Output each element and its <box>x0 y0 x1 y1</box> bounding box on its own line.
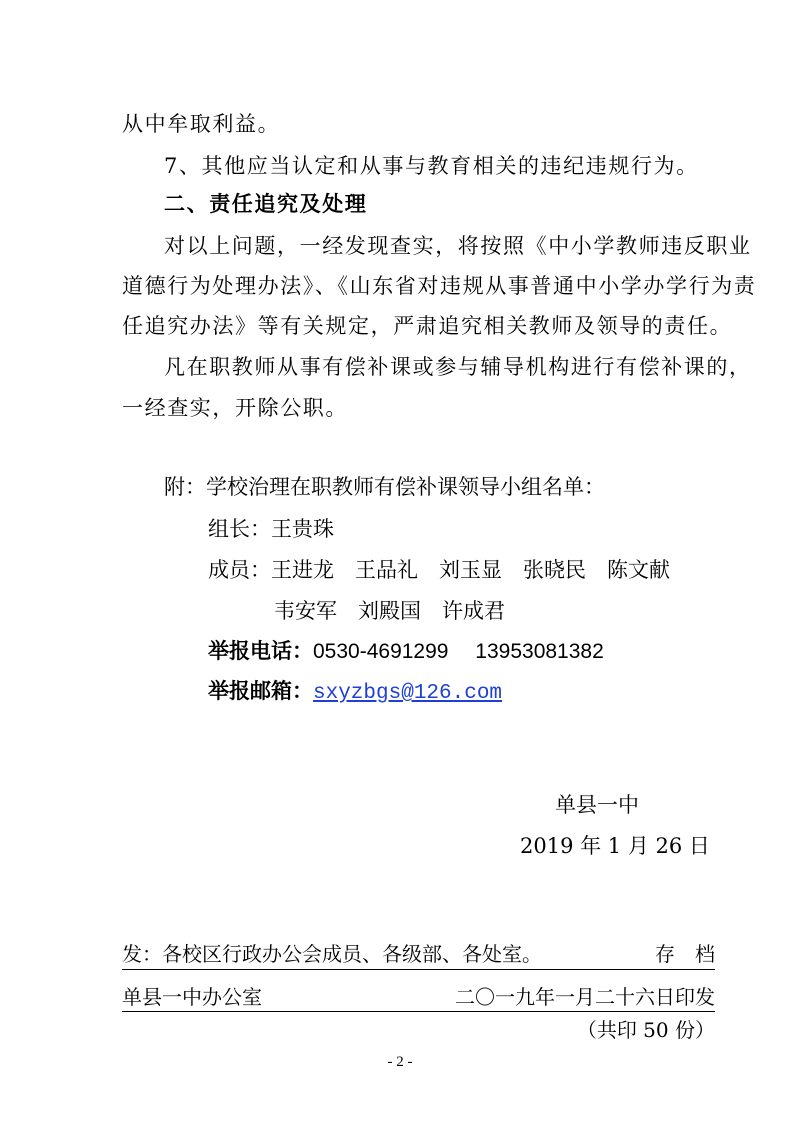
report-phone-value: 0530-4691299 13953081382 <box>313 640 604 663</box>
footer-divider <box>122 969 715 970</box>
body-line: 从中牟取利益。 <box>122 112 281 136</box>
report-phone-label: 举报电话： <box>208 638 313 663</box>
paragraph-line: 对以上问题，一经发现查实，将按照《中小学教师违反职业 <box>164 234 752 258</box>
footer-divider <box>122 1011 715 1012</box>
signature-org: 单县一中 <box>555 793 639 817</box>
distribution-list: 发：各校区行政办公会成员、各级部、各处室。 <box>122 942 542 966</box>
issuer-row <box>122 983 715 1011</box>
issuer-office: 单县一中办公室 <box>122 985 262 1009</box>
archive-label: 存 档 <box>655 942 715 966</box>
paragraph-line: 道德行为处理办法》、《山东省对违规从事普通中小学办学行为责 <box>122 274 757 298</box>
report-email-link[interactable]: sxyzbgs@126.com <box>313 682 503 705</box>
paragraph-line: 任追究办法》等有关规定，严肃追究相关教师及领导的责任。 <box>122 314 733 338</box>
report-phone <box>208 637 604 666</box>
list-item-7: 7、其他应当认定和从事与教育相关的违纪违规行为。 <box>164 154 699 178</box>
signature-date: 2019 年 1 月 26 日 <box>520 834 710 858</box>
appendix-title: 附：学校治理在职教师有偿补课领导小组名单： <box>164 475 605 499</box>
distribution-row <box>122 940 715 968</box>
group-members: 成员：王进龙 王品礼 刘玉显 张晓民 陈文献 <box>208 558 670 582</box>
section-heading: 二、责任追究及处理 <box>164 191 368 216</box>
page-number: - 2 - <box>387 1054 413 1070</box>
group-leader: 组长：王贵珠 <box>208 517 334 541</box>
copies-count: （共印 50 份） <box>576 1018 715 1042</box>
report-email-label: 举报邮箱： <box>208 678 313 703</box>
report-email <box>208 677 502 708</box>
paragraph-line: 凡在职教师从事有偿补课或参与辅导机构进行有偿补课的， <box>164 355 752 379</box>
group-members-continued: 韦安军 刘殿国 许成君 <box>274 599 505 623</box>
paragraph-line: 一经查实，开除公职。 <box>122 396 348 420</box>
issue-date: 二〇一九年一月二十六日印发 <box>455 985 715 1009</box>
